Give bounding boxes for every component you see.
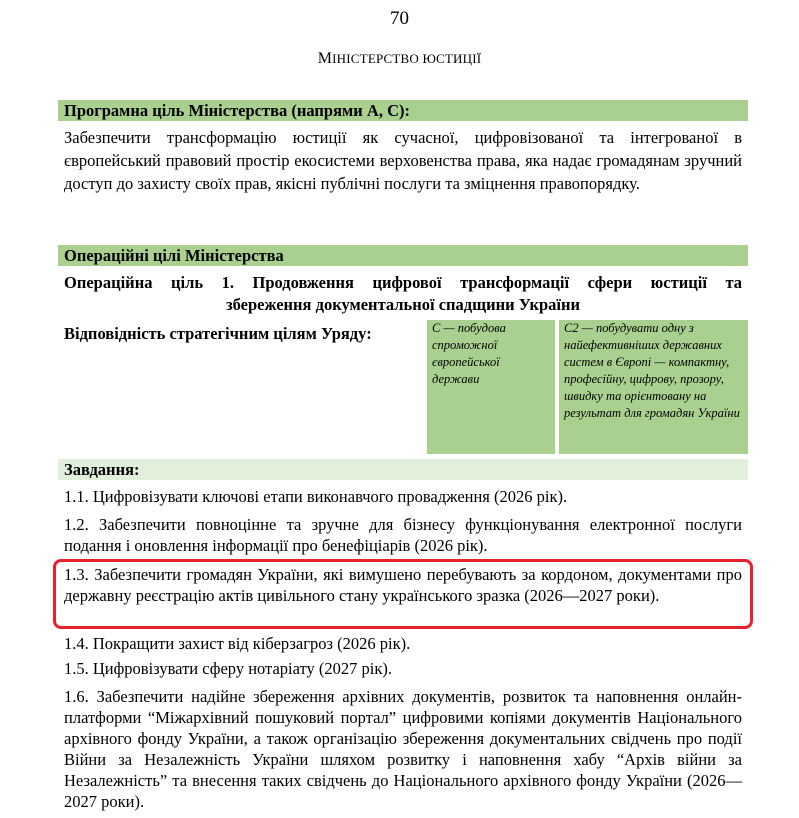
program-goal-text: Забезпечити трансформацію юстиції як сучасної, цифровізованої та інтегрованої в європейський правовий простір екосистеми верховенства права, яка надає громадянам зручний доступ до захисту своїх прав, якісні публічні послуги та зміцнення правопорядку. [64, 128, 742, 193]
operational-goal-1-line1: Операційна ціль 1. Продовження цифрової трансформації сфери юстиції та [64, 273, 742, 292]
task-item-1-1: 1.1. Цифровізувати ключові етапи виконавчого провадження (2026 рік). [64, 487, 568, 506]
highlight-frame [53, 559, 753, 629]
task-item-1-4: 1.4. Покращити захист від кіберзагроз (2026 рік). [64, 634, 411, 653]
operational-goals-header: Операційні цілі Міністерства [58, 245, 748, 266]
task-item-1-2: 1.2. Забезпечити повноцінне та зручне для бізнесу функціонування електронної послуги подання і оновлення інформації про бенефіціарів (2026 рік). [64, 515, 742, 555]
gov-alignment-label: Відповідність стратегічним цілям Уряду: [64, 324, 372, 343]
ministry-title [0, 50, 799, 68]
task-item-1-5: 1.5. Цифровізувати сферу нотаріату (2027 рік). [64, 659, 392, 678]
operational-goal-1-line2: збереження документальної спадщини України [225, 295, 581, 314]
task-item-1-6: 1.6. Забезпечити надійне збереження архівних документів, розвиток та наповнення онлайн-платформи “Міжархівний пошуковий портал” цифровими копіями документів Національного архівного фонду України, а також організацію збереження документальних свідчень про події Війни за Незалежність України шляхом розвитку і наповнення хабу “Архів війни за Незалежність” та внесення таких свідчень до Національного архівного фонду України (2026—2027 роки). [64, 687, 742, 811]
ministry-title-rest: ІНІСТЕРСТВО ЮСТИЦІЇ [332, 51, 482, 66]
gov-goal-c: С — побудова спроможної європейської держави [427, 320, 555, 454]
tasks-header: Завдання: [58, 459, 748, 480]
operational-goal-1 [58, 272, 748, 316]
gov-goal-c2: С2 — побудувати одну з найефективніших державних систем в Європі — компактну, професійну, цифрову, прозору, швидку та орієнтовану на результат для громадян України [559, 320, 748, 454]
task-item-1-3: 1.3. Забезпечити громадян України, які вимушено перебувають за кордоном, документами про державну реєстрацію актів цивільного стану українського зразка (2026—2027 роки). [64, 565, 742, 605]
program-goal-header: Програмна ціль Міністерства (напрями А, С): [58, 100, 748, 121]
page-number: 70 [390, 8, 409, 29]
ministry-title-initial: М [317, 50, 333, 67]
